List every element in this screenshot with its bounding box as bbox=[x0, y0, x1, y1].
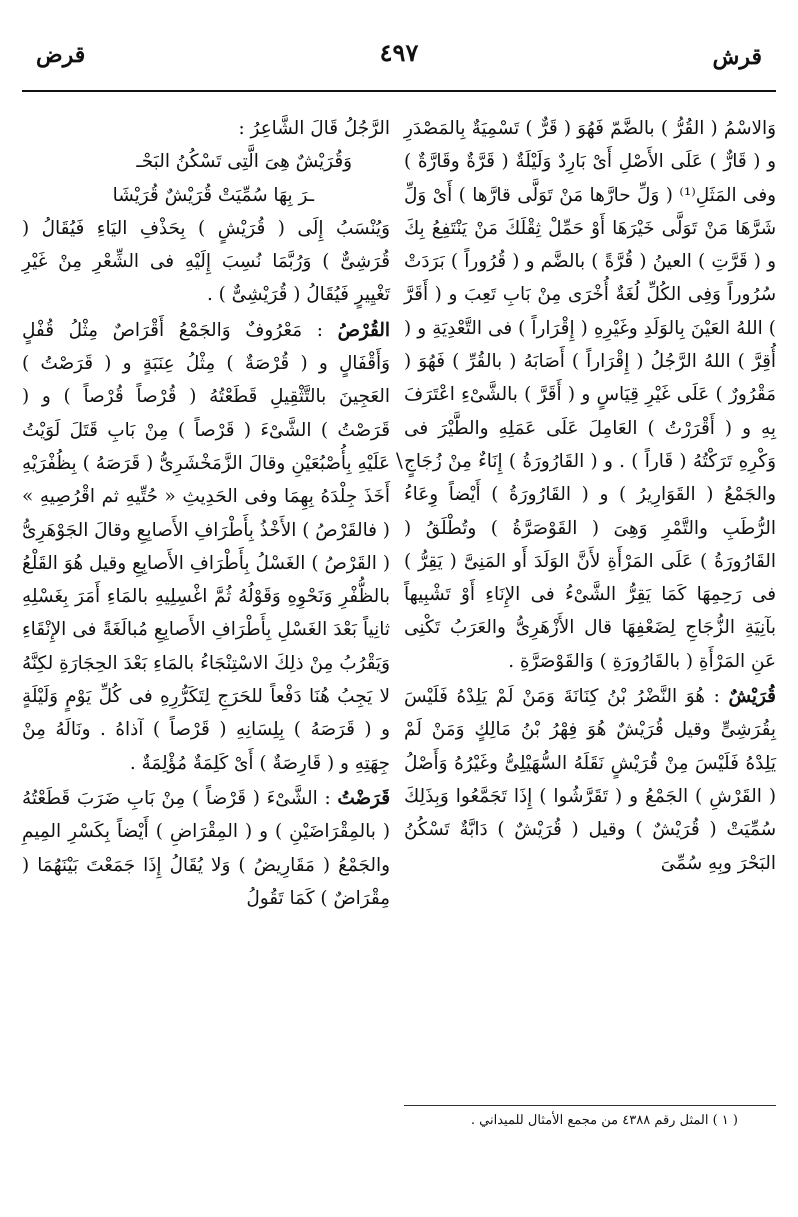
entry-qaradtu bbox=[22, 782, 390, 915]
entry-headword: قُرَيْشٌ bbox=[728, 686, 776, 708]
entry-qurs bbox=[22, 314, 390, 780]
entry-text: : الشَّىْءَ ( قَرْضاً ) مِنْ بَابِ ضَرَبَ قَطَعْتُهُ ( بالمِقْرَاضَيْنِ ) و ( المِقْرَاضِ ) أَيْضاً بِكَسْرِ المِيمِ والجَمْعُ ( مَقَارِيضُ ) وَلا يُقَالُ إِذَا جَمَعْتَ بَيْنَهُمَا ( مِقْرَاضٌ ) كَمَا تَقُولُ bbox=[22, 787, 390, 909]
entry-quraysh bbox=[404, 680, 776, 880]
poem-verse-2: ـرَ بِهَا سُمِّيَتْ قُرَيْشٌ قُرَيْشَا bbox=[112, 184, 314, 206]
running-headword-right: قرش bbox=[712, 44, 762, 70]
page-number: ٤٩٧ bbox=[379, 38, 419, 67]
entry-headword: القُرْصُ bbox=[337, 319, 390, 341]
paragraph-nisba: وَيُنْسَبُ إِلَى ( قُرَيْشٍ ) بِحَذْفِ اليَاءِ فَيُقَالُ ( قُرَشِىٌّ ) وَرُبَّمَا نُسِبَ إِلَيْهِ فى الشِّعْرِ مِنْ غَيْرِ تَغْيِيرٍ فَيُقَالُ ( قُرَيْشِىٌّ ) . bbox=[22, 217, 390, 306]
entry-text: : هُوَ النَّضْرُ بْنُ كِنَانَةَ وَمَنْ لَمْ يَلِدْهُ فَلَيْسَ بِقُرَشِىٍّ وقيل قُرَيْشٌ هُوَ فِهْرُ بْنُ مَالِكٍ وَمَنْ لَمْ يَلِدْهُ فَلَيْسَ مِنْ قُرَيْشٍ نَقَلَهُ السُّهَيْلِىُّ وغَيْرُهُ وَأَصْلُ ( القَرْشِ ) الجَمْعُ و ( تَقَرَّشُوا ) إِذَا تَجَمَّعُوا وَبِذَلِكَ سُمِّيَتْ ( قُرَيْشٌ ) وقيل ( قُرَيْشٌ ) دَابَّةٌ تَسْكُنُ البَحْرَ وبِهِ سُمِّىَ bbox=[404, 686, 776, 874]
margin-mark: \ bbox=[396, 448, 403, 472]
page-header bbox=[22, 38, 776, 82]
entry-text: : مَعْرُوفٌ وَالجَمْعُ أَقْرَاصٌ مِثْلُ قُفْلٍ وَأَقْفَالٍ و ( قُرْصَةٌ ) مِثْلُ عِنَبَةٍ و ( قَرَصْتُ ) العَجِينَ بالتَّثْقِيلِ قَطَعْتُهُ ( قُرْصاً قُرْصاً ) و ( قَرَصْتُ ) الشَّىْءَ ( قَرْصاً ) مِنْ بَابِ قَتَلَ لَوَيْتُ عَلَيْهِ بِأُصْبُعَيْنِ وقالَ الزَّمَخْشَرِىُّ ( قَرَصَهُ ) بِظُفْرَيْهِ أَخَذَ جِلْدَهُ بِهِمَا وفى الحَدِيثِ « حُتِّيهِ ثم اقْرُصِيهِ » ( فالقَرْصُ ) الأَخْذُ بِأَطْرَافِ الأَصابِعِ وقالَ الجَوْهَرِىُّ ( القَرْصُ ) الغَسْلُ بِأَطْرَافِ الأَصابِعِ وقيل هُوَ القَلْعُ بالظُّفْرِ وَنَحْوِهِ وَقَوْلُهُ ثُمَّ اغْسِلِيهِ بالمَاءِ أَمَرَ بِغَسْلِهِ ثانِياً بَعْدَ الغَسْلِ بِأَطْرَافِ الأَصابِعِ مُبالَغَةً فى الإِنْقَاءِ وَيَقْرُبُ مِنْ ذلِكَ الاسْتِنْجَاءُ بالمَاءِ بَعْدَ الحِجَارَةِ لكِنَّهُ لا يَجِبُ هُنَا دَفْعاً للحَرَجِ لِتَكَرُّرِهِ فى كُلِّ يَوْمٍ وَلَيْلَةٍ و ( قَرَصَهُ ) بِلِسَانِهِ ( قَرْصاً ) آذاهُ . ونَالَهُ مِنْ جِهَتِهِ و ( قَارِصَةٌ ) أَىْ كَلِمَةٌ مُؤْلِمَةٌ . bbox=[22, 319, 390, 774]
left-column bbox=[22, 112, 390, 915]
footnote: ( ١ ) المثل رقم ٤٣٨٨ من مجمع الأمثال للميداني . bbox=[470, 1113, 738, 1128]
entry-headword: قَرَضْتُ bbox=[337, 787, 390, 809]
header-rule bbox=[22, 90, 776, 92]
footnote-rule bbox=[404, 1105, 776, 1106]
right-column bbox=[404, 112, 776, 880]
paragraph-qarr: وَالاسْمُ ( القُرُّ ) بالضَّمّ فَهُوَ ( قَرٌّ ) تَسْمِيَةٌ بِالمَصْدَرِ و ( قَارٌّ ) عَلَى الأَصْلِ أَىْ بَارِدٌ وَلَيْلَةٌ ( قَرَّةٌ وقَارَّةٌ ) وفى المَثَلِ⁽¹⁾ ( وَلِّ حارَّها مَنْ تَوَلَّى قارَّها ) أَىْ وَلِّ شَرَّهَا مَنْ تَوَلَّى خَيْرَهَا أَوْ حَمِّلْ ثِقْلَكَ مَنْ يَنْتَفِعُ بِكَ و ( قَرَّتِ ) العينُ ( قُرَّةً ) بالضَّم و ( قُرُوراً ) بَرَدَتْ سُرُوراً وَفِى الكُلِّ لُغَةٌ أُخْرَى مِنْ بَابِ تَعِبَ و ( أَقَرَّ ) اللهُ العَيْنَ بِالوَلَدِ وغَيْرِهِ ( إِقْرَاراً ) فى التَّعْدِيَةِ و ( أُقِرَّ ) اللهُ الرَّجُلُ ( إِقْرَاراً ) أَصَابَهُ ( بالقُرِّ ) فَهُوَ ( مَقْرُورٌ ) عَلَى غَيْرِ قِيَاسٍ و ( أَقَرَّ ) بالشَّىْءِ اعْتَرَفَ بِهِ و ( أَقْرَرْتُ ) العَامِلَ عَلَى عَمَلِهِ والطَّيْرَ فى وَكْرِهِ تَرَكْتُهُ ( قَاراً ) . و ( القَارُورَةُ ) إِنَاءٌ مِنْ زُجَاجٍ والجَمْعُ ( القَوَارِيرُ ) و ( القَارُورَةُ ) أَيْضاً وِعَاءُ الرُّطَبِ والتَّمْرِ وَهِىَ ( القَوْصَرَّةُ ) وتُطْلَقُ ( القَارُورَةُ ) عَلَى المَرْأَةِ لأَنَّ الوَلَدَ أَو المَنِىَّ ( يَقِرُّ ) فى رَحِمِهَا كَمَا يَقِرُّ الشَّىْءُ فى الإِنَاءِ أَوْ تَشْبِيهاً بآنِيَةِ الزُّجَاجِ لِضَعْفِهَا قال الأَزْهَرِىُّ والعَرَبُ تَكْنِى عَنِ المَرْأَةِ ( بالقَارُورَةِ ) وَالقَوْصَرَّةِ . bbox=[404, 118, 777, 672]
paragraph-continuation: الرَّجُلُ قَالَ الشَّاعِرُ : bbox=[238, 118, 390, 139]
running-headword-left: قرض bbox=[36, 42, 86, 68]
poem-verse-1: وَقُرَيْشٌ هِىَ الَّتِى تَسْكُنُ البَحْـ bbox=[136, 151, 352, 173]
